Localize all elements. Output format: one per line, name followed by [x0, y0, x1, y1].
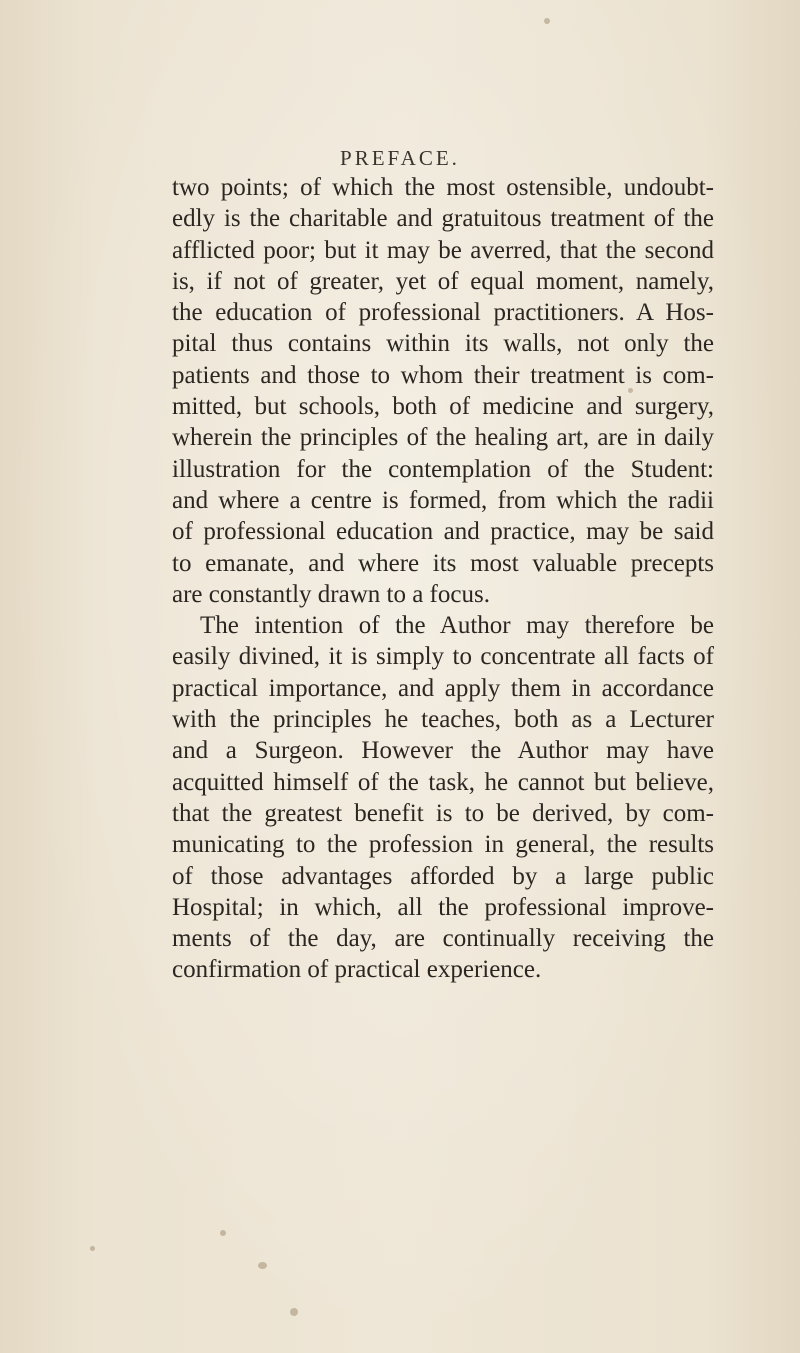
text-line: patients and those to whom their treatment is com- [172, 361, 714, 389]
text-line: practical importance, and apply them in accordance [172, 674, 714, 702]
text-line: easily divined, it is simply to concentrate all facts of [172, 643, 714, 671]
paper-stain [628, 388, 633, 393]
text-line: that the greatest benefit is to be derived, by com- [172, 799, 714, 827]
text-line: illustration for the contemplation of the Student: [172, 455, 714, 483]
text-line: and a Surgeon. However the Author may have [172, 737, 714, 765]
text-line: municating to the profession in general, the results [172, 831, 714, 859]
text-line: The intention of the Author may therefore be [200, 612, 714, 640]
paper-stain [290, 1308, 298, 1316]
text-line: ments of the day, are continually receiving the [172, 925, 714, 953]
running-header: PREFACE. [340, 146, 460, 170]
text-line: Hospital; in which, all the professional improve- [172, 893, 714, 921]
text-line: to emanate, and where its most valuable precepts [172, 549, 714, 577]
paper-stain [90, 1246, 95, 1251]
text-line: and where a centre is formed, from which the radii [172, 486, 714, 514]
text-line: afflicted poor; but it may be averred, that the second [172, 236, 714, 264]
text-line: pital thus contains within its walls, not only the [172, 330, 714, 358]
text-line: wherein the principles of the healing art, are in daily [172, 424, 714, 452]
text-line: of professional education and practice, may be said [172, 518, 714, 546]
paragraph-2 [172, 610, 714, 986]
text-line: edly is the charitable and gratuitous treatment of the [172, 205, 714, 233]
text-line: is, if not of greater, yet of equal moment, namely, [172, 267, 714, 295]
text-line: two points; of which the most ostensible, undoubt- [172, 174, 714, 201]
text-line: of those advantages afforded by a large public [172, 862, 714, 890]
paper-stain [220, 1230, 226, 1236]
paper-stain [544, 18, 550, 24]
text-line: confirmation of practical experience. [172, 956, 542, 984]
text-line: are constantly drawn to a focus. [172, 580, 490, 608]
text-line: with the principles he teaches, both as a Lecturer [172, 706, 714, 734]
paper-stain [258, 1262, 267, 1269]
text-line: mitted, but schools, both of medicine and surgery, [172, 393, 714, 421]
body-text [172, 172, 714, 986]
text-line: the education of professional practitioners. A Hos- [172, 299, 714, 327]
text-line: acquitted himself of the task, he cannot but believe, [172, 768, 714, 796]
